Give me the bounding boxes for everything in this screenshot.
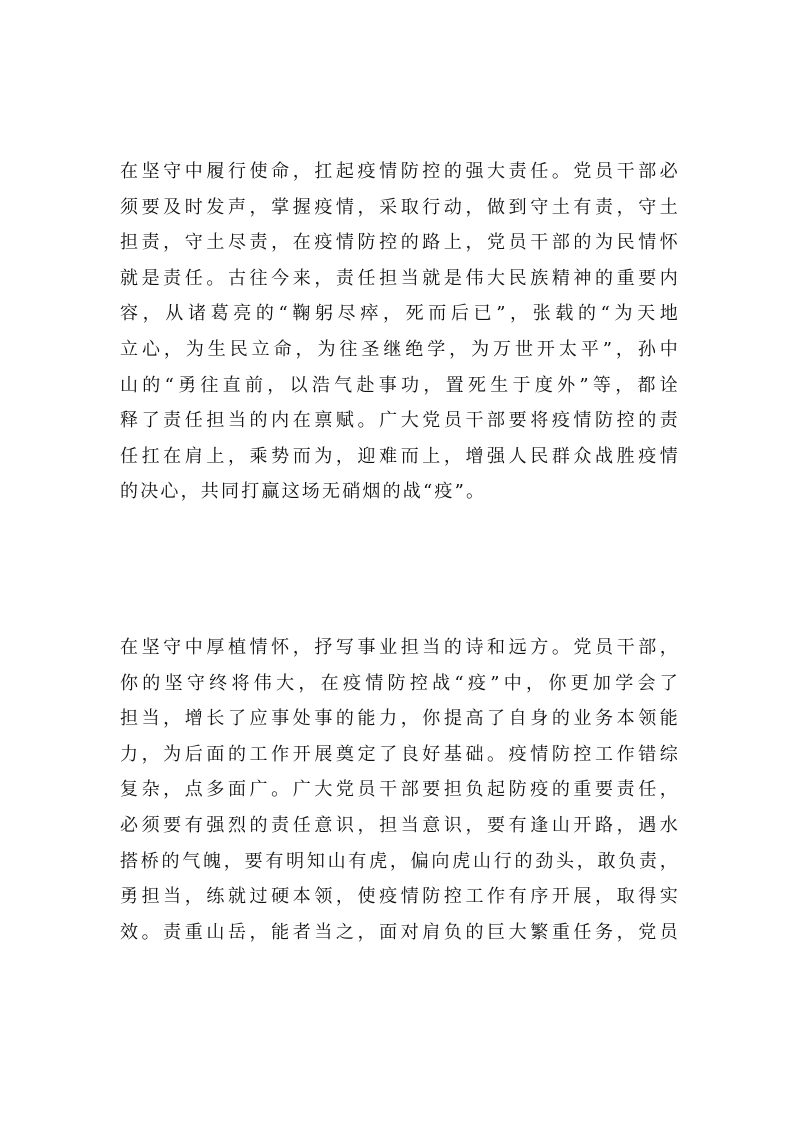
text-line: 就是责任。古往今来，责任担当就是伟大民族精神的重要内 [120, 267, 680, 289]
paragraph-responsibility [120, 154, 680, 510]
text-line: 复杂，点多面广。广大党员干部要担负起防疫的重要责任， [120, 779, 680, 801]
text-line: 山的“勇往直前，以浩气赴事功，置死生于度外”等，都诠 [120, 374, 680, 396]
text-line: 释了责任担当的内在禀赋。广大党员干部要将疫情防控的责 [120, 410, 680, 432]
text-line: 任扛在肩上，乘势而为，迎难而上，增强人民群众战胜疫情 [120, 445, 680, 467]
text-line: 勇担当，练就过硬本领，使疫情防控工作有序开展，取得实 [120, 886, 680, 908]
text-line: 的决心，共同打赢这场无硝烟的战“疫”。 [120, 481, 487, 503]
text-line: 力，为后面的工作开展奠定了良好基础。疫情防控工作错综 [120, 743, 680, 765]
text-line: 你的坚守终将伟大，在疫情防控战“疫”中，你更加学会了 [120, 672, 680, 694]
text-line: 必须要有强烈的责任意识，担当意识，要有逢山开路，遇水 [120, 814, 680, 836]
text-line: 担责，守土尽责，在疫情防控的路上，党员干部的为民情怀 [120, 232, 680, 254]
text-line: 立心，为生民立命，为往圣继绝学，为万世开太平”，孙中 [120, 338, 680, 360]
text-line: 搭桥的气魄，要有明知山有虎，偏向虎山行的劲头，敢负责， [120, 850, 680, 872]
text-line: 在坚守中履行使命，扛起疫情防控的强大责任。党员干部必 [120, 161, 680, 182]
paragraph-dedication [120, 630, 680, 950]
text-line: 在坚守中厚植情怀，抒写事业担当的诗和远方。党员干部， [120, 637, 680, 658]
text-line: 须要及时发声，掌握疫情，采取行动，做到守土有责，守土 [120, 196, 680, 218]
text-line: 担当，增长了应事处事的能力，你提高了自身的业务本领能 [120, 708, 680, 730]
text-line: 效。责重山岳，能者当之，面对肩负的巨大繁重任务，党员 [120, 921, 680, 943]
text-line: 容，从诸葛亮的“鞠躬尽瘁，死而后已”，张载的“为天地 [120, 303, 680, 325]
